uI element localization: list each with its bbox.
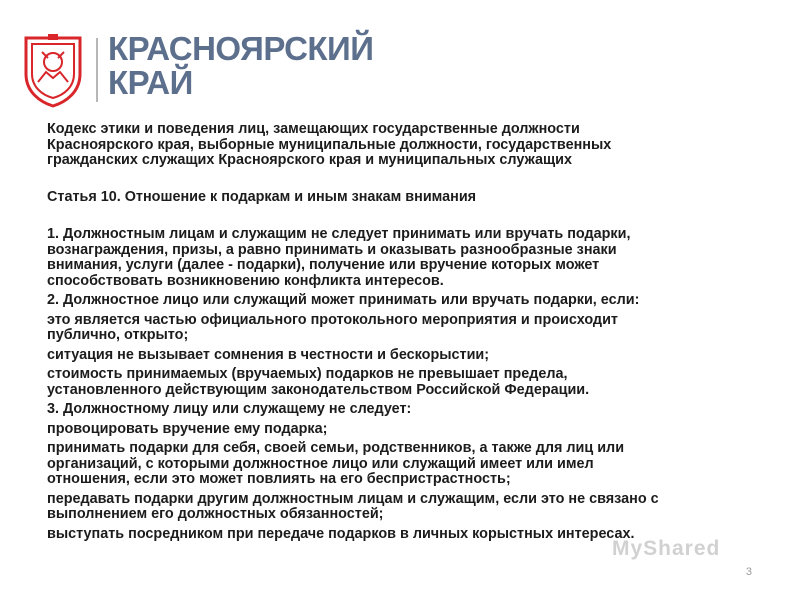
watermark bbox=[612, 537, 720, 561]
page-number: 3 bbox=[745, 566, 752, 578]
paragraph-7: провоцировать вручение ему подарка; bbox=[47, 420, 328, 437]
paragraph-2: 2. Должностное лицо или служащий может принимать или вручать подарки, если: bbox=[47, 292, 640, 308]
title-line: Кодекс этики и поведения лиц, замещающих государственные должности bbox=[47, 121, 580, 137]
paragraph-3: это является частью официального протокольного мероприятия и происходит публично, открыто; bbox=[47, 311, 618, 343]
brand-line-1: КРАСНОЯРСКИЙ bbox=[108, 30, 374, 67]
document-title bbox=[47, 122, 769, 169]
watermark-text: MyShared bbox=[612, 537, 721, 560]
header-divider bbox=[96, 38, 98, 102]
paragraph-9: передавать подарки другим должностным лицам и служащим, если это не связано с выполнением его должностных обязанностей; bbox=[47, 490, 659, 522]
title-line: Красноярского края, выборные муниципальные должности, государственных bbox=[47, 136, 612, 153]
article-heading: Статья 10. Отношение к подаркам и иным знакам внимания bbox=[47, 188, 477, 205]
document-body bbox=[47, 122, 769, 546]
brand-line-2: КРАЙ bbox=[108, 64, 193, 101]
title-line: гражданских служащих Красноярского края и муниципальных служащих bbox=[47, 152, 572, 168]
coat-of-arms-icon bbox=[22, 32, 84, 108]
paragraph-4: ситуация не вызывает сомнения в честности и бескорыстии; bbox=[47, 346, 490, 363]
paragraph-6: 3. Должностному лицу или служащему не следует: bbox=[47, 401, 412, 417]
paragraph-8: принимать подарки для себя, своей семьи, родственников, а также для лиц или организаций, с которыми должностное лицо или служащий имеет или имел отношения, если это может повлиять на его беспристрастность; bbox=[47, 440, 625, 487]
paragraph-10: выступать посредником при передаче подарков в личных корыстных интересах. bbox=[47, 525, 635, 542]
paragraph-1: 1. Должностным лицам и служащим не следует принимать или вручать подарки, вознаграждения, призы, а равно принимать и оказывать разнообразные знаки внимания, услуги (далее - подарки), получение или вручение которых может способствовать возникновению конфликта интересов. bbox=[47, 226, 631, 289]
paragraph-5: стоимость принимаемых (вручаемых) подарков не превышает предела, установленного действующим законодательством Российской Федерации. bbox=[47, 366, 590, 398]
region-brand bbox=[108, 32, 373, 100]
